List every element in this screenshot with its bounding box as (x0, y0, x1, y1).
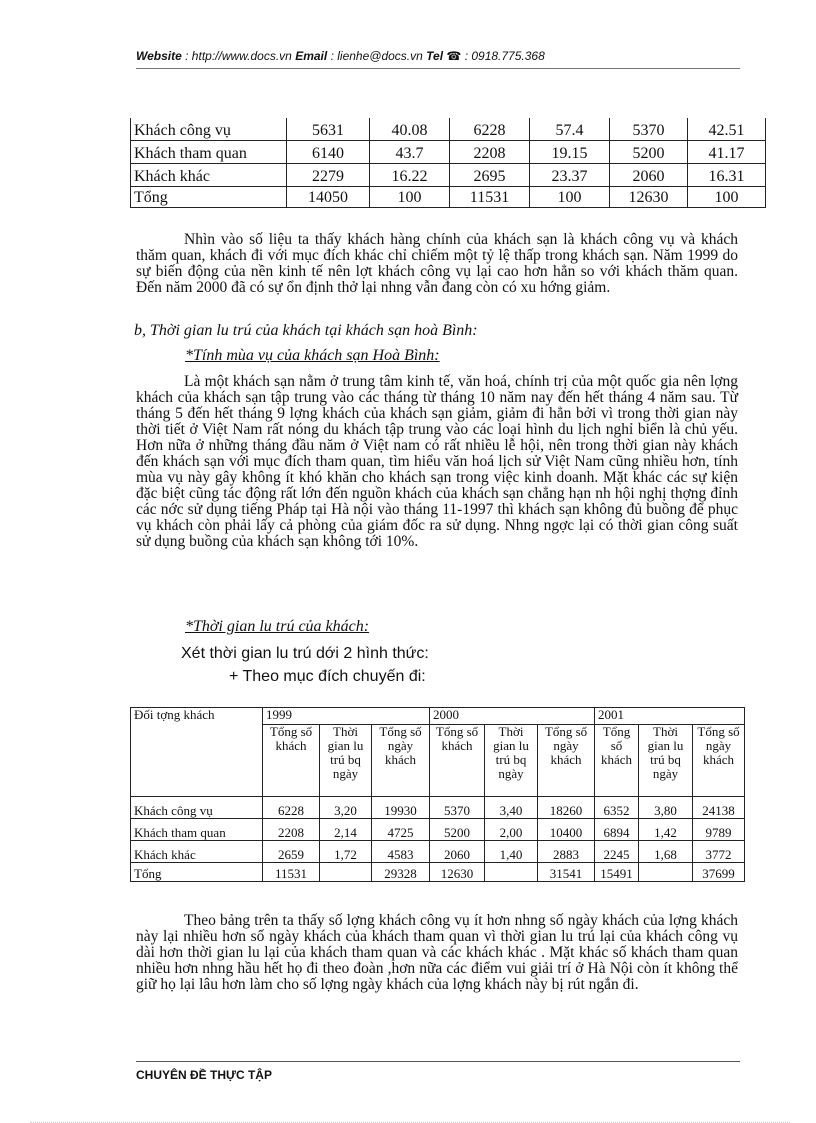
table-cell: 5370 (610, 118, 688, 141)
table-cell: 3,80 (639, 797, 693, 819)
table-cell: 3,40 (485, 797, 538, 819)
table-cell: 2060 (430, 841, 485, 863)
table-cell: 18260 (538, 797, 595, 819)
table-cell: 2208 (263, 819, 320, 841)
table-cell: 9789 (693, 819, 745, 841)
table-cell: 6228 (450, 118, 530, 141)
table-cell: 16.22 (370, 164, 450, 187)
section-heading-b: b, Thời gian lu trú của khách tại khách sạn hoà Bình: (134, 322, 478, 339)
table-cell (320, 863, 372, 882)
table-cell: 2245 (595, 841, 639, 863)
year-header: 2000 (430, 708, 595, 725)
guest-share-table (130, 118, 766, 208)
table-cell: 37699 (693, 863, 745, 882)
text-consider-forms: Xét thời gian lu trú dới 2 hình thức: (181, 645, 429, 662)
table-row (131, 797, 745, 819)
column-header: Tổng số ngày khách (372, 725, 430, 797)
table-header-row (131, 708, 745, 725)
row-label: Tổng (131, 863, 263, 882)
year-header: 2001 (595, 708, 745, 725)
table-cell: 6352 (595, 797, 639, 819)
table-cell: 2,14 (320, 819, 372, 841)
table-cell: 5370 (430, 797, 485, 819)
table-cell: 16.31 (688, 164, 766, 187)
paragraph-seasonality: Là một khách sạn nằm ở trung tâm kinh tế, văn hoá, chính trị của một quốc gia nên lợng khách của khách sạn tập trung vào các tháng từ tháng 10 năm nay đến hết tháng 4 năm sau. Từ tháng 5 đến hết tháng 9 lợng khách của khách sạn giảm, giảm đi hẳn bởi vì trong thời gian này thời tiết ở Việt Nam rất nóng du khách tập trung vào các loại hình du lịch nghỉ biển là chủ yếu. Hơn nữa ở những tháng đầu năm ở Việt nam có rất nhiều lễ hội, nên trong thời gian này khách đến khách sạn với mục đích tham quan, tìm hiểu văn hoá lịch sử Việt Nam cũng nhiều hơn, tính mùa vụ này gây không ít khó khăn cho khách sạn trong việc kinh doanh. Mặt khác các sự kiện đặc biệt cũng tác động rất lớn đến nguồn khách của khách sạn chẳng hạn nh hội nghị thợng đỉnh các nớc sử dụng tiếng Pháp tại Hà nội vào tháng 11-1997 thì khách sạn không đủ buồng để phục vụ khách còn phải lấy cả phòng của giám đốc ra sử dụng. Nhng ngợc lại có thời gian công suất sử dụng buồng của khách sạn không tới 10%. (136, 373, 738, 550)
footer-divider (136, 1061, 740, 1062)
table-cell: 41.17 (688, 141, 766, 164)
email-label: Email (295, 49, 328, 63)
table-cell: 6228 (263, 797, 320, 819)
column-header: Thời gian lu trú bq ngày (485, 725, 538, 797)
row-label: Khách công vụ (131, 797, 263, 819)
table-cell: 1,72 (320, 841, 372, 863)
table-cell: 12630 (430, 863, 485, 882)
column-header: Thời gian lu trú bq ngày (320, 725, 372, 797)
table-cell: 2695 (450, 164, 530, 187)
table-cell: 2883 (538, 841, 595, 863)
table-cell: 100 (530, 187, 610, 208)
subheading-length-of-stay: *Thời gian lu trú của khách: (185, 618, 370, 635)
table-cell: 11531 (263, 863, 320, 882)
table-cell (485, 863, 538, 882)
table-cell: 1,68 (639, 841, 693, 863)
table-cell: 100 (370, 187, 450, 208)
table-row (131, 819, 745, 841)
table-cell: 2279 (287, 164, 370, 187)
table-cell: 3772 (693, 841, 745, 863)
header-divider (136, 68, 740, 69)
table-cell: 14050 (287, 187, 370, 208)
table-cell: 5200 (430, 819, 485, 841)
tel-label: Tel (426, 49, 444, 63)
website-label: Website (136, 49, 182, 63)
table-row (131, 118, 766, 141)
table-cell: 11531 (450, 187, 530, 208)
table-cell: 19930 (372, 797, 430, 819)
table-cell: 12630 (610, 187, 688, 208)
row-label: Khách khác (131, 164, 287, 187)
column-header: Tổng số khách (263, 725, 320, 797)
row-label: Khách khác (131, 841, 263, 863)
table-row (131, 164, 766, 187)
column-header: Tổng số ngày khách (538, 725, 595, 797)
year-header: 1999 (263, 708, 430, 725)
page-header (136, 49, 740, 63)
row-label: Tổng (131, 187, 287, 208)
table-cell: 2060 (610, 164, 688, 187)
table-cell: 2208 (450, 141, 530, 164)
column-header: Tổng số ngày khách (693, 725, 745, 797)
table-cell: 4583 (372, 841, 430, 863)
table-cell: 40.08 (370, 118, 450, 141)
table-cell: 5200 (610, 141, 688, 164)
row-label: Khách tham quan (131, 819, 263, 841)
table-cell: 5631 (287, 118, 370, 141)
table-cell: 19.15 (530, 141, 610, 164)
table-cell: 2,00 (485, 819, 538, 841)
page-footer: CHUYÊN ĐỀ THỰC TẬP (136, 1068, 272, 1082)
table-total-row (131, 863, 745, 882)
length-of-stay-table (130, 707, 745, 882)
table-cell: 57.4 (530, 118, 610, 141)
table-cell: 42.51 (688, 118, 766, 141)
table-cell: 4725 (372, 819, 430, 841)
email-value: : lienhe@docs.vn (330, 49, 423, 63)
table-cell: 2659 (263, 841, 320, 863)
table-cell: 31541 (538, 863, 595, 882)
table-row (131, 187, 766, 208)
text-by-purpose: + Theo mục đích chuyến đi: (229, 668, 426, 685)
table-cell: 6140 (287, 141, 370, 164)
paragraph-guest-analysis: Nhìn vào số liệu ta thấy khách hàng chính của khách sạn là khách công vụ và khách thăm quan, khách đi với mục đích khác chỉ chiếm một tỷ lệ thấp trong khách sạn. Năm 1999 do sự biến động của nền kinh tế nên lợt khách công vụ lại cao hơn hẳn so với khách thăm quan. Đến năm 2000 đã có sự ổn định thở lại nhng vẫn đang còn có xu hớng giảm. (136, 231, 738, 296)
table-cell: 24138 (693, 797, 745, 819)
table-cell: 1,42 (639, 819, 693, 841)
website-url: : http://www.docs.vn (185, 49, 292, 63)
table-cell: 1,40 (485, 841, 538, 863)
subheading-seasonality: *Tính mùa vụ của khách sạn Hoà Bình: (185, 347, 440, 364)
column-header: Tổng số khách (595, 725, 639, 797)
row-label: Khách công vụ (131, 118, 287, 141)
column-header: Tổng số khách (430, 725, 485, 797)
phone-icon: ☎ (446, 49, 462, 63)
table-cell: 15491 (595, 863, 639, 882)
column-header: Thời gian lu trú bq ngày (639, 725, 693, 797)
table-cell: 6894 (595, 819, 639, 841)
table-cell: 29328 (372, 863, 430, 882)
paragraph-table-analysis: Theo bảng trên ta thấy số lợng khách công vụ ít hơn nhng số ngày khách của lợng khách này lại nhiều hơn số ngày khách của khách tham quan vì thời gian lu trú lại của khách công vụ dài hơn thời gian lu lại của khách tham quan và các khách khác . Mặt khác số khách tham quan nhiều hơn nhng hầu hết họ đi theo đoàn ,hơn nữa các điểm vui giải trí ở Hà Nội còn ít không thể giữ họ lại lâu hơn làm cho số lợng ngày khách của lợng khách này bị rút ngắn đi. (136, 912, 738, 993)
corner-header: Đối tợng khách (131, 708, 263, 797)
tel-value: : 0918.775.368 (464, 49, 545, 63)
table-cell: 100 (688, 187, 766, 208)
table-row (131, 841, 745, 863)
table-cell: 3,20 (320, 797, 372, 819)
table-cell (639, 863, 693, 882)
row-label: Khách tham quan (131, 141, 287, 164)
table-cell: 10400 (538, 819, 595, 841)
table-row (131, 141, 766, 164)
table-cell: 43.7 (370, 141, 450, 164)
table-cell: 23.37 (530, 164, 610, 187)
